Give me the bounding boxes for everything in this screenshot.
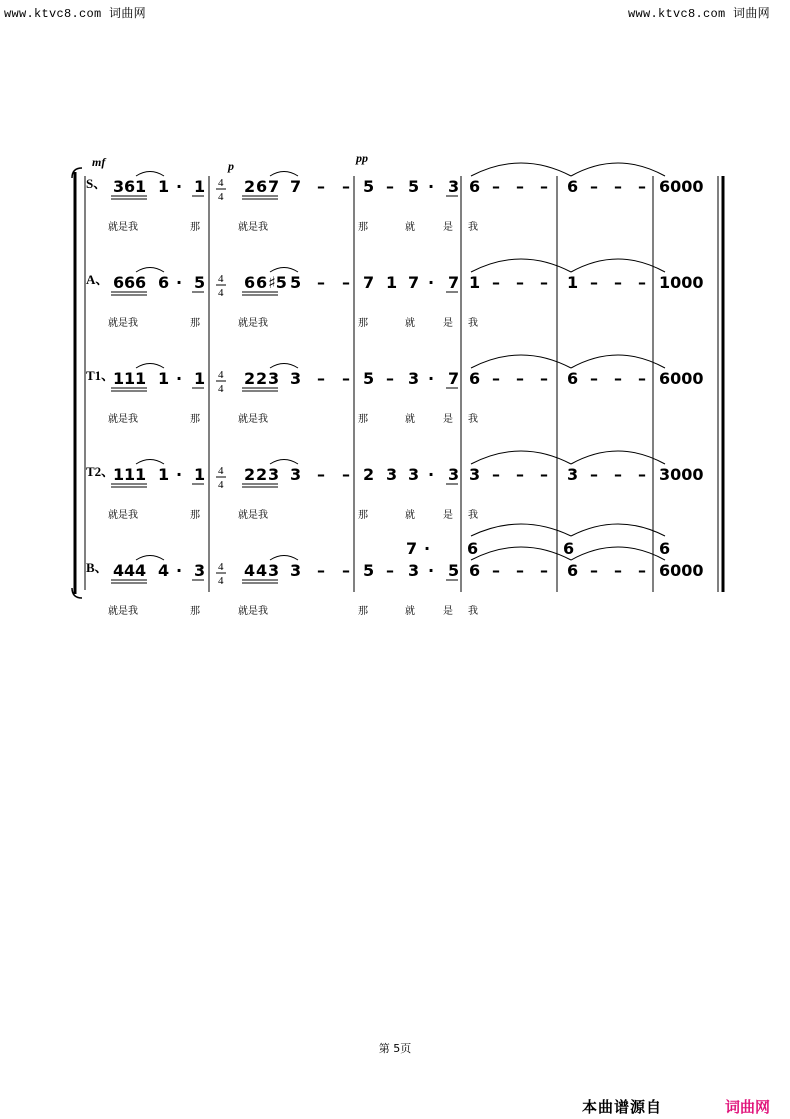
note: 1 bbox=[135, 369, 147, 388]
slur bbox=[471, 524, 571, 536]
final-note-group: 6000 bbox=[659, 369, 704, 388]
lyric: 我 bbox=[468, 222, 478, 233]
lyric: 我 bbox=[468, 606, 478, 617]
note: ♯5 bbox=[268, 273, 287, 292]
note: – bbox=[638, 369, 646, 388]
note: 1 bbox=[469, 273, 481, 292]
note: 6 bbox=[567, 369, 579, 388]
time-signature-top: 4 bbox=[218, 369, 224, 381]
note: 6 bbox=[469, 561, 481, 580]
slur bbox=[136, 172, 164, 177]
slur bbox=[136, 556, 164, 561]
note: – bbox=[386, 369, 394, 388]
slur bbox=[571, 524, 665, 536]
note: – bbox=[492, 369, 500, 388]
note: 3 bbox=[408, 465, 420, 484]
note: 3 bbox=[448, 177, 460, 196]
note: – bbox=[638, 465, 646, 484]
note: – bbox=[614, 561, 622, 580]
note: 5 bbox=[363, 369, 375, 388]
note: – bbox=[638, 561, 646, 580]
time-signature-bottom: 4 bbox=[218, 191, 224, 203]
note: – bbox=[516, 369, 524, 388]
note: 1 bbox=[386, 273, 398, 292]
note: 3 bbox=[290, 369, 302, 388]
note: – bbox=[590, 465, 598, 484]
lyric: 那 bbox=[190, 414, 200, 425]
note: – bbox=[492, 273, 500, 292]
voices-layer bbox=[86, 151, 704, 617]
time-signature-top: 4 bbox=[218, 273, 224, 285]
note: · bbox=[176, 273, 183, 292]
note: – bbox=[386, 561, 394, 580]
slur bbox=[270, 364, 298, 369]
note: 6 bbox=[244, 273, 256, 292]
slur bbox=[571, 451, 665, 464]
note: 7 bbox=[448, 273, 460, 292]
note: 7 bbox=[268, 177, 280, 196]
slur bbox=[571, 355, 665, 368]
note: – bbox=[638, 177, 646, 196]
note: – bbox=[317, 273, 325, 292]
note: 6 bbox=[469, 177, 481, 196]
lyric: 我 bbox=[468, 414, 478, 425]
note: 1 bbox=[194, 369, 206, 388]
slur bbox=[571, 547, 665, 560]
time-signature-bottom: 4 bbox=[218, 479, 224, 491]
dynamic-mark: p bbox=[228, 159, 234, 173]
note: 3 bbox=[194, 561, 206, 580]
note: 6 bbox=[256, 273, 268, 292]
upper-note: · bbox=[424, 539, 431, 558]
note: 1 bbox=[194, 177, 206, 196]
voice-label: A、 bbox=[86, 272, 109, 287]
dynamic-mark: pp bbox=[356, 151, 368, 165]
lyric: 就是我 bbox=[238, 606, 268, 617]
final-note-group: 6000 bbox=[659, 561, 704, 580]
note: 3 bbox=[268, 369, 280, 388]
note: – bbox=[540, 465, 548, 484]
voice-label: T2、 bbox=[86, 464, 115, 479]
note: 1 bbox=[158, 369, 170, 388]
note: · bbox=[428, 177, 435, 196]
note: – bbox=[492, 465, 500, 484]
upper-note: 6 bbox=[563, 539, 575, 558]
lyric: 是 bbox=[443, 222, 453, 233]
note: – bbox=[342, 273, 350, 292]
note: 6 bbox=[124, 273, 136, 292]
note: · bbox=[176, 465, 183, 484]
lyric: 那 bbox=[358, 318, 368, 329]
note: 3 bbox=[567, 465, 579, 484]
note: 1 bbox=[194, 465, 206, 484]
note: 5 bbox=[363, 561, 375, 580]
voice-label: T1、 bbox=[86, 368, 115, 383]
time-signature-bottom: 4 bbox=[218, 287, 224, 299]
lyric: 那 bbox=[358, 414, 368, 425]
slur bbox=[571, 163, 665, 176]
upper-note: 7 bbox=[406, 539, 418, 558]
note: 3 bbox=[469, 465, 481, 484]
slur bbox=[270, 268, 298, 273]
lyric: 就是我 bbox=[108, 318, 138, 329]
note: 1 bbox=[113, 465, 125, 484]
note: – bbox=[516, 177, 524, 196]
note: 6 bbox=[469, 369, 481, 388]
note: · bbox=[176, 561, 183, 580]
slur bbox=[471, 355, 571, 368]
upper-note: 6 bbox=[467, 539, 479, 558]
note: – bbox=[614, 273, 622, 292]
note: 5 bbox=[194, 273, 206, 292]
time-signature-bottom: 4 bbox=[218, 575, 224, 587]
lyric: 就是我 bbox=[108, 414, 138, 425]
note: 6 bbox=[567, 177, 579, 196]
dynamic-mark: mf bbox=[92, 155, 106, 169]
slur bbox=[136, 460, 164, 465]
lyric: 就 bbox=[405, 606, 415, 617]
note: · bbox=[176, 369, 183, 388]
note: 6 bbox=[567, 561, 579, 580]
lyric: 我 bbox=[468, 318, 478, 329]
note: 7 bbox=[290, 177, 302, 196]
note: 1 bbox=[135, 465, 147, 484]
lyric: 就 bbox=[405, 510, 415, 521]
note: 3 bbox=[113, 177, 125, 196]
site-header-right: www.ktvc8.com 词曲网 bbox=[628, 7, 770, 21]
note: – bbox=[342, 561, 350, 580]
note: 7 bbox=[448, 369, 460, 388]
note: – bbox=[342, 465, 350, 484]
note: 3 bbox=[290, 465, 302, 484]
note: – bbox=[614, 177, 622, 196]
time-signature-top: 4 bbox=[218, 177, 224, 189]
slur bbox=[471, 259, 571, 272]
note: 2 bbox=[244, 465, 256, 484]
lyric: 就是我 bbox=[108, 222, 138, 233]
site-header-left: www.ktvc8.com 词曲网 bbox=[4, 7, 146, 21]
note: 6 bbox=[256, 177, 268, 196]
note: 3 bbox=[268, 561, 280, 580]
note: 6 bbox=[113, 273, 125, 292]
slur bbox=[471, 547, 571, 560]
note: – bbox=[540, 561, 548, 580]
note: 1 bbox=[124, 369, 136, 388]
note: 2 bbox=[256, 465, 268, 484]
note: – bbox=[540, 273, 548, 292]
note: 4 bbox=[256, 561, 268, 580]
note: · bbox=[176, 177, 183, 196]
lyric: 就是我 bbox=[238, 222, 268, 233]
voice-label: B、 bbox=[86, 560, 108, 575]
note: – bbox=[317, 177, 325, 196]
note: 3 bbox=[408, 561, 420, 580]
note: · bbox=[428, 465, 435, 484]
note: 4 bbox=[113, 561, 125, 580]
time-signature-top: 4 bbox=[218, 561, 224, 573]
lyric: 就是我 bbox=[238, 318, 268, 329]
note: – bbox=[492, 177, 500, 196]
note: – bbox=[614, 465, 622, 484]
note: 1 bbox=[158, 465, 170, 484]
lyric: 就 bbox=[405, 414, 415, 425]
slur bbox=[270, 172, 298, 177]
note: 1 bbox=[124, 465, 136, 484]
upper-note: 6 bbox=[659, 539, 671, 558]
lyric: 那 bbox=[190, 222, 200, 233]
note: 3 bbox=[290, 561, 302, 580]
lyric: 我 bbox=[468, 510, 478, 521]
note: – bbox=[317, 465, 325, 484]
slur bbox=[571, 259, 665, 272]
lyric: 是 bbox=[443, 510, 453, 521]
note: – bbox=[614, 369, 622, 388]
voice-label: S、 bbox=[86, 176, 107, 191]
note: 2 bbox=[244, 177, 256, 196]
note: 3 bbox=[386, 465, 398, 484]
note: 1 bbox=[567, 273, 579, 292]
lyric: 那 bbox=[190, 606, 200, 617]
note: – bbox=[386, 177, 394, 196]
lyric: 是 bbox=[443, 318, 453, 329]
slur bbox=[270, 556, 298, 561]
note: 2 bbox=[363, 465, 375, 484]
lyric: 那 bbox=[358, 510, 368, 521]
lyric: 那 bbox=[358, 606, 368, 617]
note: – bbox=[540, 177, 548, 196]
note: 4 bbox=[158, 561, 170, 580]
note: 5 bbox=[448, 561, 460, 580]
note: – bbox=[492, 561, 500, 580]
note: – bbox=[342, 177, 350, 196]
note: – bbox=[516, 273, 524, 292]
note: 7 bbox=[408, 273, 420, 292]
source-label: 本曲谱源自 bbox=[582, 1098, 663, 1116]
note: 1 bbox=[135, 177, 147, 196]
note: – bbox=[516, 465, 524, 484]
note: 2 bbox=[244, 369, 256, 388]
note: – bbox=[590, 177, 598, 196]
system-bracket bbox=[72, 168, 85, 598]
lyric: 就是我 bbox=[108, 510, 138, 521]
note: 4 bbox=[124, 561, 136, 580]
note: – bbox=[590, 561, 598, 580]
note: 7 bbox=[363, 273, 375, 292]
note: 3 bbox=[268, 465, 280, 484]
slur bbox=[471, 451, 571, 464]
note: · bbox=[428, 273, 435, 292]
note: – bbox=[342, 369, 350, 388]
source-logo: 词曲网 bbox=[725, 1098, 771, 1116]
note: 6 bbox=[135, 273, 147, 292]
note: 6 bbox=[124, 177, 136, 196]
lyric: 就 bbox=[405, 222, 415, 233]
slur bbox=[136, 268, 164, 273]
note: · bbox=[428, 561, 435, 580]
note: 5 bbox=[363, 177, 375, 196]
note: 3 bbox=[448, 465, 460, 484]
note: 5 bbox=[290, 273, 302, 292]
lyric: 是 bbox=[443, 414, 453, 425]
note: 1 bbox=[113, 369, 125, 388]
note: – bbox=[516, 561, 524, 580]
note: 1 bbox=[158, 177, 170, 196]
lyric: 就是我 bbox=[108, 606, 138, 617]
note: 4 bbox=[135, 561, 147, 580]
final-note-group: 6000 bbox=[659, 177, 704, 196]
note: – bbox=[590, 273, 598, 292]
note: – bbox=[590, 369, 598, 388]
lyric: 是 bbox=[443, 606, 453, 617]
note: – bbox=[317, 561, 325, 580]
time-signature-bottom: 4 bbox=[218, 383, 224, 395]
lyric: 就是我 bbox=[238, 510, 268, 521]
lyric: 那 bbox=[190, 510, 200, 521]
slur bbox=[270, 460, 298, 465]
note: – bbox=[317, 369, 325, 388]
note: 5 bbox=[408, 177, 420, 196]
note: – bbox=[638, 273, 646, 292]
note: · bbox=[428, 369, 435, 388]
lyric: 就是我 bbox=[238, 414, 268, 425]
final-note-group: 1000 bbox=[659, 273, 704, 292]
note: 3 bbox=[408, 369, 420, 388]
lyric: 那 bbox=[190, 318, 200, 329]
final-note-group: 3000 bbox=[659, 465, 704, 484]
note: 2 bbox=[256, 369, 268, 388]
note: 6 bbox=[158, 273, 170, 292]
note: 4 bbox=[244, 561, 256, 580]
time-signature-top: 4 bbox=[218, 465, 224, 477]
slur bbox=[136, 364, 164, 369]
slur bbox=[471, 163, 571, 176]
page-number: 第 5页 bbox=[378, 1042, 412, 1055]
note: – bbox=[540, 369, 548, 388]
lyric: 就 bbox=[405, 318, 415, 329]
lyric: 那 bbox=[358, 222, 368, 233]
